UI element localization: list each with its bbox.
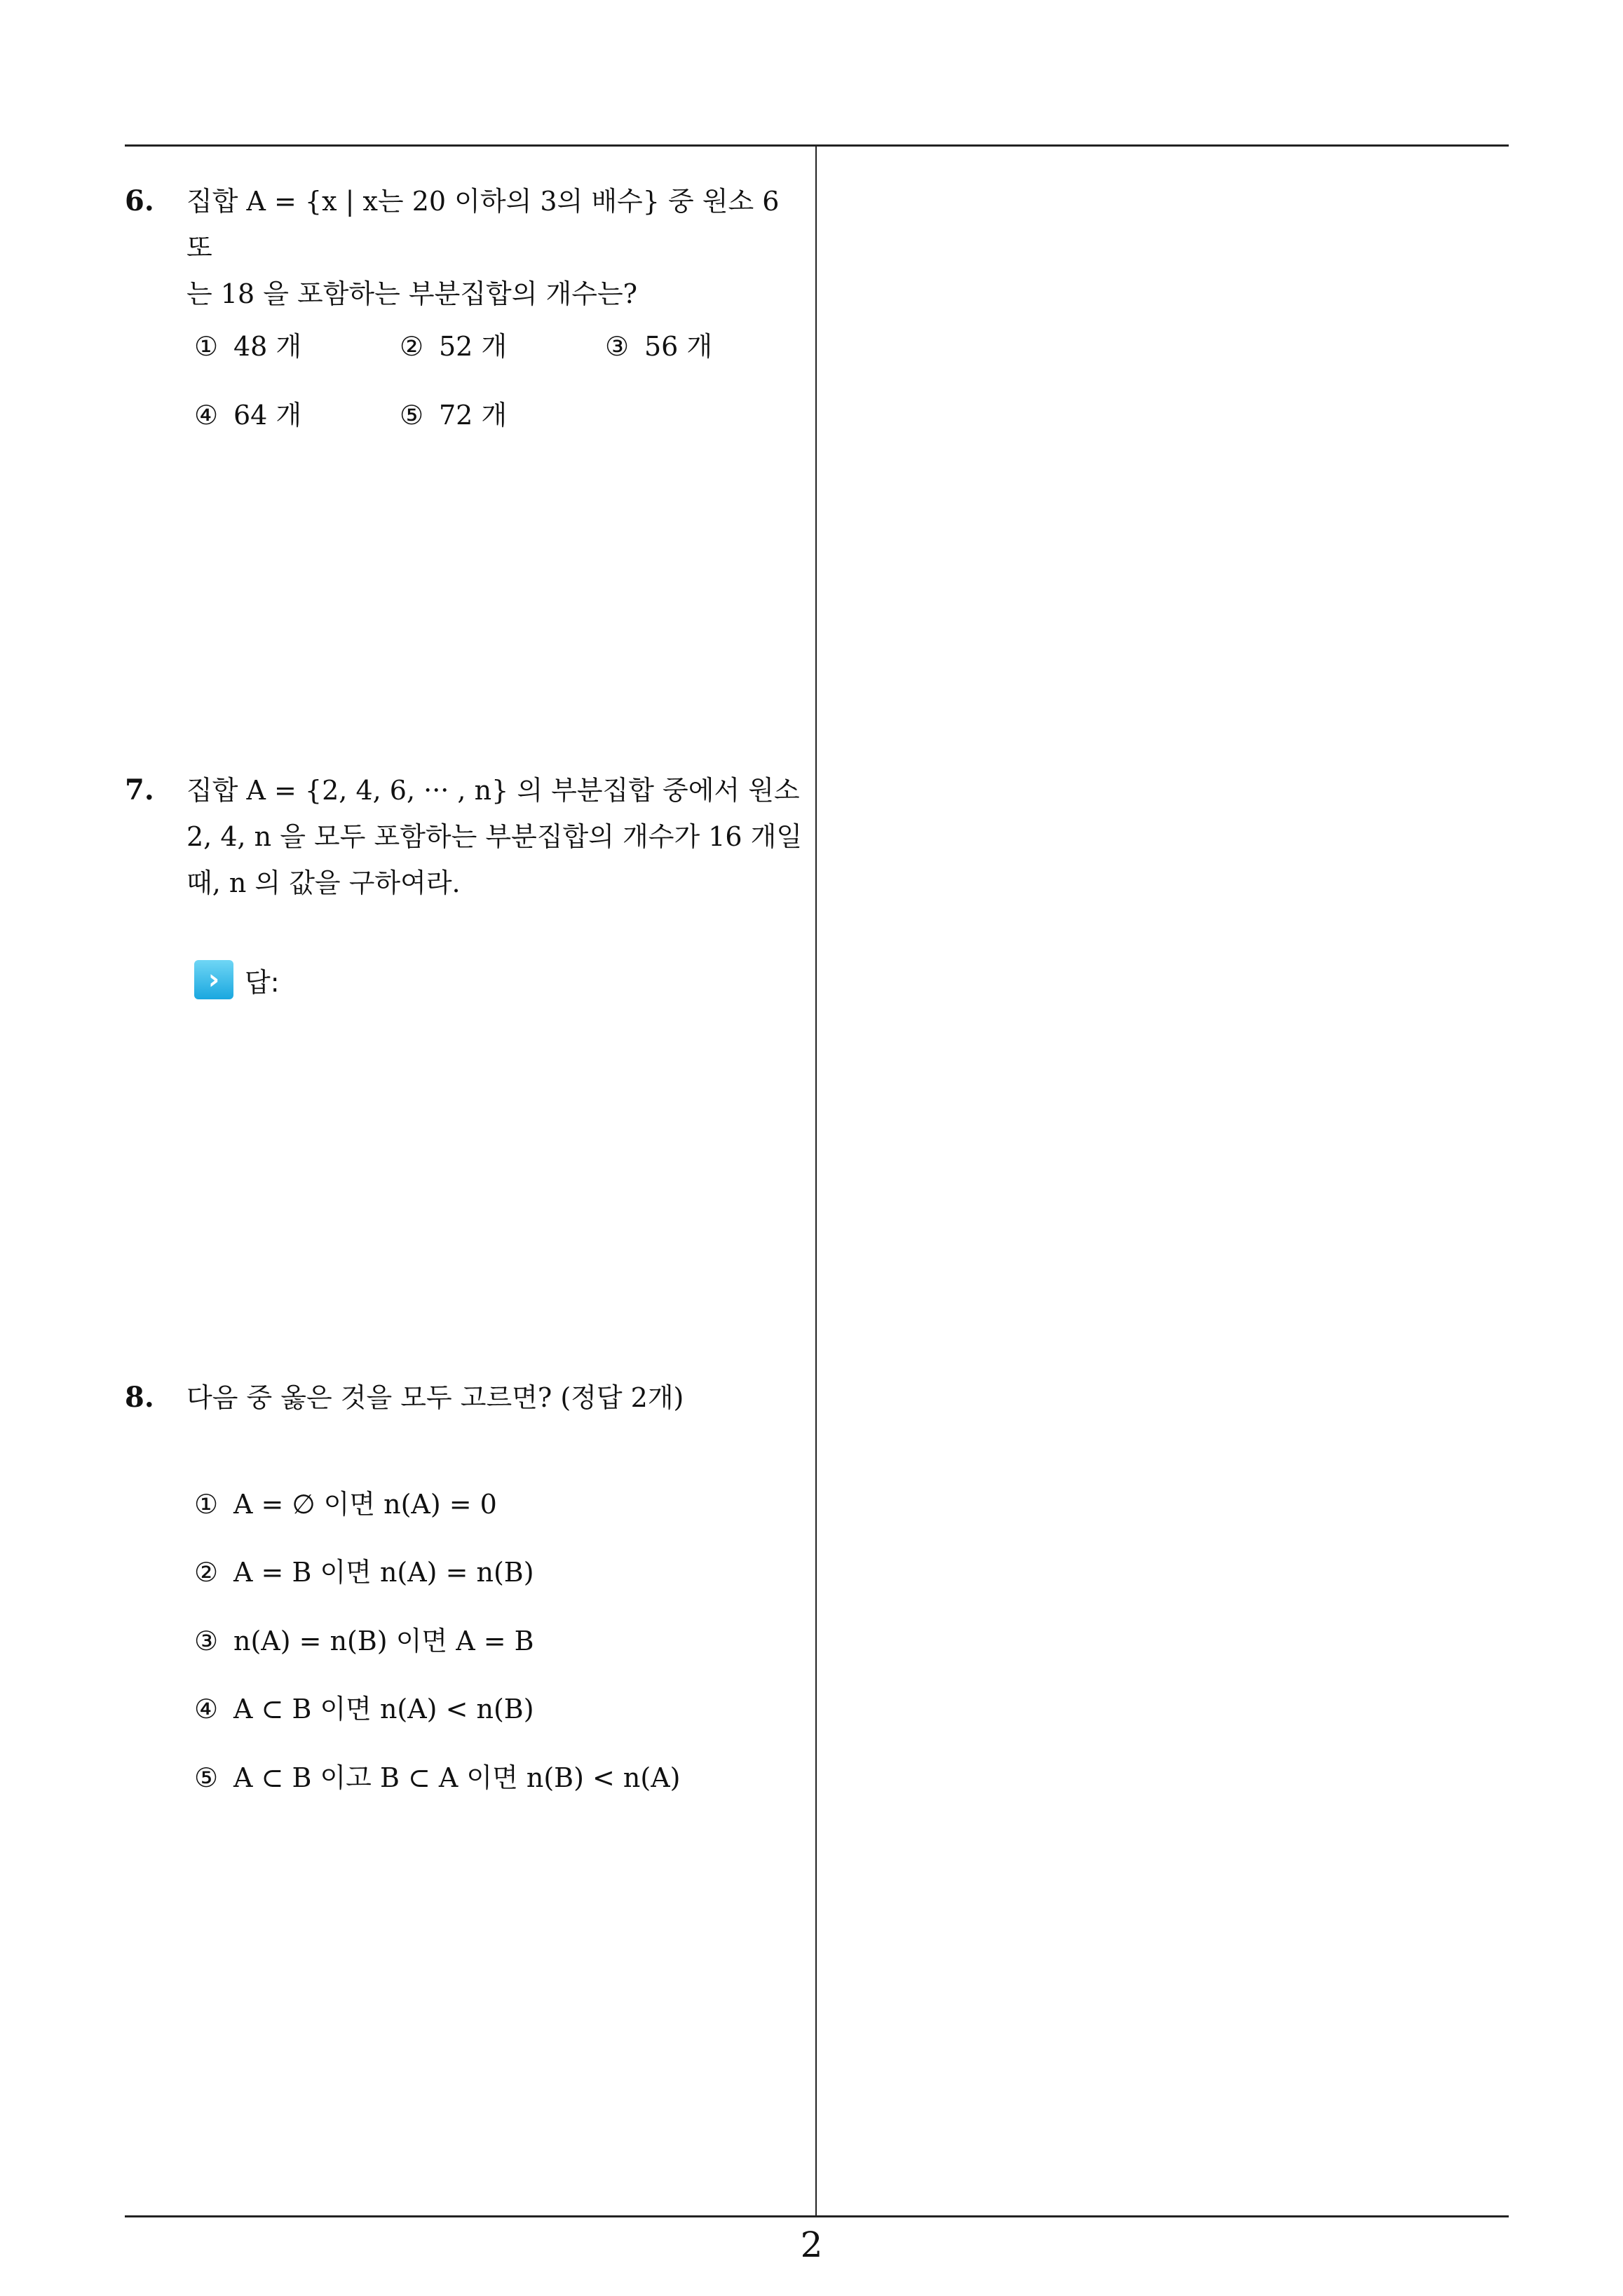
choice-text: 72 개 (439, 400, 508, 431)
choice-mark: ④ (194, 400, 219, 431)
choice-4[interactable] (194, 398, 301, 433)
choice-text: A = ∅ 이면 n(A) = 0 (233, 1489, 497, 1520)
question-8 (125, 1375, 805, 1421)
question-6 (125, 178, 805, 317)
choice-mark: ⑤ (400, 400, 424, 431)
choice-3[interactable] (605, 329, 712, 364)
chevron-right-icon: › (194, 960, 233, 999)
question-line: 는 18 을 포함하는 부분집합의 개수는? (186, 278, 638, 309)
question-text (186, 178, 805, 317)
choice-mark: ③ (194, 1626, 219, 1656)
choice-mark: ② (400, 331, 424, 362)
choice-mark: ② (194, 1557, 219, 1588)
question-line: 때, n 의 값을 구하여라. (186, 867, 461, 898)
choice-1[interactable] (194, 329, 301, 364)
choice-5[interactable] (194, 1760, 681, 1795)
question-line: 집합 A = {x | x는 20 이하의 3의 배수} 중 원소 6 또 (186, 186, 780, 263)
choice-text: 52 개 (439, 331, 508, 362)
choice-mark: ⑤ (194, 1762, 219, 1793)
answer-row[interactable] (194, 960, 280, 999)
choice-text: 56 개 (644, 331, 713, 362)
choice-mark: ① (194, 331, 219, 362)
choice-text: A = B 이면 n(A) = n(B) (233, 1557, 534, 1588)
question-text (186, 1375, 805, 1421)
choice-mark: ④ (194, 1694, 219, 1724)
choice-4[interactable] (194, 1691, 534, 1727)
question-number: 7. (125, 774, 154, 806)
question-line: 2, 4, n 을 모두 포함하는 부분집합의 개수가 16 개일 (186, 821, 803, 852)
choice-text: 48 개 (233, 331, 302, 362)
top-rule (125, 144, 1509, 147)
page-number: 2 (800, 2224, 823, 2265)
choice-3[interactable] (194, 1623, 534, 1659)
choice-5[interactable] (400, 398, 507, 433)
question-7 (125, 767, 805, 906)
choice-text: A ⊂ B 이면 n(A) < n(B) (233, 1694, 534, 1724)
question-text (186, 767, 805, 906)
choice-text: n(A) = n(B) 이면 A = B (233, 1626, 534, 1656)
bottom-rule (125, 2215, 1509, 2217)
question-number: 6. (125, 184, 154, 217)
choice-text: A ⊂ B 이고 B ⊂ A 이면 n(B) < n(A) (233, 1762, 681, 1793)
choice-text: 64 개 (233, 400, 302, 431)
question-line: 다음 중 옳은 것을 모두 고르면? (정답 2개) (186, 1382, 684, 1413)
answer-label: 답: (245, 966, 280, 998)
choice-mark: ③ (605, 331, 630, 362)
column-divider (815, 144, 817, 2217)
choice-mark: ① (194, 1489, 219, 1520)
choice-2[interactable] (194, 1555, 534, 1590)
question-number: 8. (125, 1381, 154, 1414)
choice-1[interactable] (194, 1487, 497, 1522)
choice-2[interactable] (400, 329, 507, 364)
question-line: 집합 A = {2, 4, 6, ··· , n} 의 부분집합 중에서 원소 (186, 775, 800, 806)
